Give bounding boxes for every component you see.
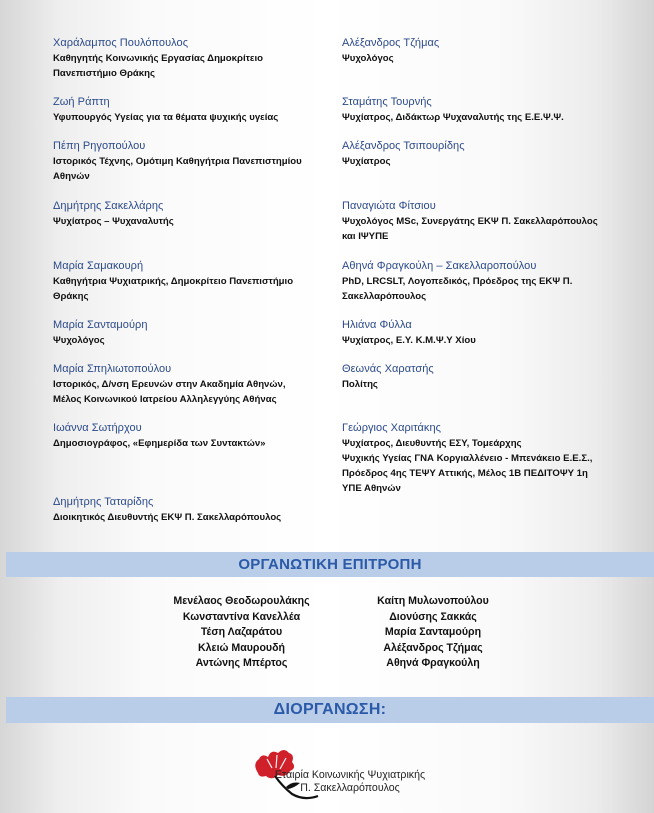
person-role: Αθηνών: [53, 171, 90, 182]
person-role: ΥΠΕ Αθηνών: [342, 483, 401, 494]
person-role: Πρόεδρος 4ης ΤΕΨΥ Αττικής, Μέλος 1Β ΠΕΔΙΤΟΨΥ 1η: [342, 468, 588, 479]
committee-right-list: [348, 594, 518, 672]
person-name: Χαράλαμπος Πουλόπουλος: [53, 37, 189, 49]
person-name: Μαρία Σπηλιωτοπούλου: [53, 363, 172, 375]
committee-member: Κωνσταντίνα Κανελλέα: [182, 610, 301, 623]
person-role: Θράκης: [53, 291, 89, 302]
person-role: Πολίτης: [342, 379, 378, 390]
person-name: Μαρία Σαμακουρή: [53, 260, 144, 272]
person-role: Ψυχίατρος, Διευθυντής ΕΣΥ, Τομεάρχης: [342, 438, 522, 449]
person-entry: [53, 495, 323, 525]
person-entry: [53, 199, 323, 229]
committee-member: Μαρία Σανταμούρη: [384, 626, 482, 638]
person-entry: [342, 36, 632, 66]
person-name: Δημήτρης Ταταρίδης: [53, 496, 154, 508]
person-entry: [53, 259, 323, 304]
person-role: Δημοσιογράφος, «Εφημερίδα των Συντακτών»: [53, 438, 266, 449]
person-entry: [342, 421, 632, 496]
person-entry: [53, 318, 323, 348]
person-role: Υφυπουργός Υγείας για τα θέματα ψυχικής υγείας: [53, 112, 279, 123]
person-entry: [342, 95, 632, 125]
person-role: PhD, LRCSLT, Λογοπεδικός, Πρόεδρος της ΕΚΨ Π.: [342, 276, 573, 287]
logo-text-line: Π. Σακελλαρόπουλος: [300, 782, 400, 794]
organization-heading: ΔΙΟΡΓΑΝΩΣΗ:: [6, 697, 654, 723]
person-role: Καθηγήτρια Ψυχιατρικής, Δημοκρίτειο Πανεπιστήμιο: [53, 276, 294, 287]
person-name: Δημήτρης Σακελλάρης: [53, 200, 164, 212]
person-role: Ιστορικός, Δ/νση Ερευνών στην Ακαδημία Αθηνών,: [53, 379, 286, 390]
person-name: Ζωή Ράπτη: [53, 96, 110, 108]
committee-member: Τέση Λαζαράτου: [200, 626, 283, 638]
person-name: Ηλιάνα Φύλλα: [342, 319, 412, 331]
person-role: Σακελλαρόπουλος: [342, 291, 427, 302]
logo-text-line: Εταιρία Κοινωνικής Ψυχιατρικής: [274, 769, 426, 781]
person-name: Αλέξανδρος Τζήμας: [342, 37, 440, 49]
person-entry: [53, 95, 323, 125]
person-name: Παναγιώτα Φίτσιου: [342, 200, 436, 212]
committee-member: Κλειώ Μαυρουδή: [198, 641, 285, 654]
person-entry: [53, 362, 323, 407]
committee-member: Αντώνης Μπέρτος: [195, 657, 288, 669]
person-role: Ιστορικός Τέχνης, Ομότιμη Καθηγήτρια Πανεπιστημίου: [53, 156, 302, 167]
person-role: Ψυχικής Υγείας ΓΝΑ Κοργιαλλένειο - Μπενάκειο Ε.Ε.Σ.,: [342, 453, 593, 464]
person-role: Μέλος Κοινωνικού Ιατρείου Αλληλεγγύης Αθήνας: [53, 394, 277, 405]
committee-member: Αθηνά Φραγκούλη: [386, 657, 480, 669]
person-entry: [342, 362, 632, 392]
person-entry: [53, 139, 323, 184]
person-role: Ψυχολόγος: [53, 335, 105, 346]
person-role: Ψυχίατρος: [342, 156, 391, 167]
person-name: Μαρία Σανταμούρη: [53, 319, 148, 331]
person-entry: [53, 36, 323, 81]
person-name: Σταμάτης Τουρνής: [342, 96, 432, 108]
committee-left-list: [140, 594, 343, 672]
person-role: Ψυχίατρος, Διδάκτωρ Ψυχαναλυτής της Ε.Ε.Ψ.Ψ.: [342, 112, 564, 123]
person-role: Ψυχίατρος – Ψυχαναλυτής: [53, 216, 174, 227]
person-role: Ψυχολόγος MSc, Συνεργάτης ΕΚΨ Π. Σακελλαρόπουλος: [342, 216, 598, 227]
person-role: Διοικητικός Διευθυντής ΕΚΨ Π. Σακελλαρόπουλος: [53, 512, 282, 523]
person-name: Ιωάννα Σωτήρχου: [53, 422, 142, 434]
person-entry: [342, 199, 632, 244]
person-entry: [342, 139, 632, 169]
person-entry: [342, 318, 632, 348]
person-entry: [342, 259, 632, 304]
committee-member: Αλέξανδρος Τζήμας: [383, 641, 483, 654]
person-role: Ψυχίατρος, Ε.Υ. Κ.Μ.Ψ.Υ Χίου: [342, 335, 476, 346]
person-role: Πανεπιστήμιο Θράκης: [53, 68, 155, 79]
person-role: Καθηγητής Κοινωνικής Εργασίας Δημοκρίτειο: [53, 53, 263, 64]
committee-member: Διονύσης Σακκάς: [389, 610, 477, 623]
committee-member: Μενέλαος Θεοδωρουλάκης: [173, 595, 310, 607]
person-role: και ΙΨΥΠΕ: [342, 231, 389, 242]
person-name: Πέπη Ρηγοπούλου: [53, 140, 146, 152]
committee-member: Καίτη Μυλωνοπούλου: [377, 595, 489, 607]
person-role: Ψυχολόγος: [342, 53, 394, 64]
person-entry: [53, 421, 323, 451]
person-name: Αλέξανδρος Τσιπουρίδης: [342, 140, 465, 152]
person-name: Θεωνάς Χαρατσής: [342, 363, 434, 375]
person-name: Γεώργιος Χαριτάκης: [342, 422, 441, 434]
person-name: Αθηνά Φραγκούλη – Σακελλαροπούλου: [342, 260, 537, 272]
committee-heading: ΟΡΓΑΝΩΤΙΚΗ ΕΠΙΤΡΟΠΗ: [6, 552, 654, 577]
